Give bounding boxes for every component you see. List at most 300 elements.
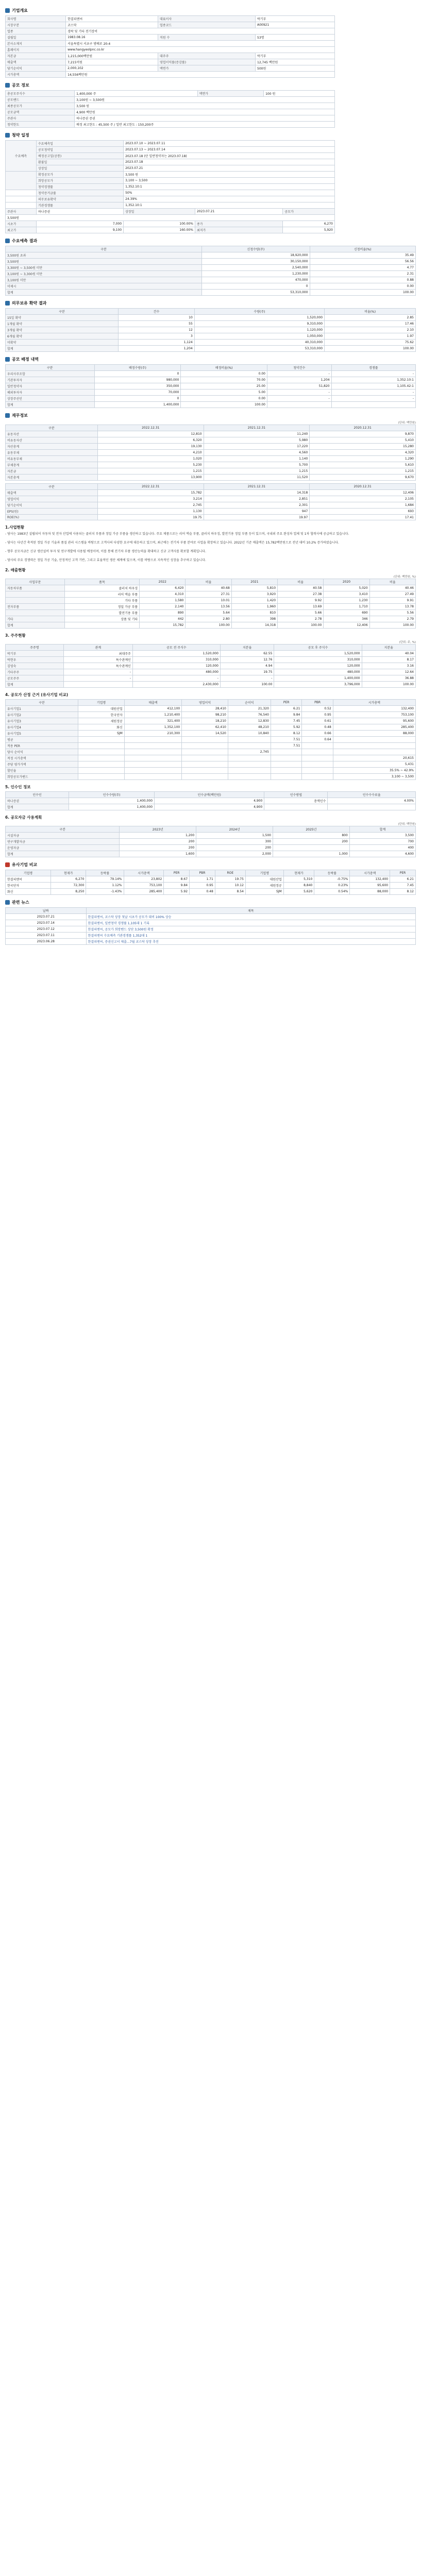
table-cell: 9.84 <box>164 883 190 889</box>
table-cell: 0.00 <box>310 283 415 290</box>
schedule-value: 50% <box>124 190 335 196</box>
field-value: 한결피앤씨 <box>66 16 158 22</box>
table-cell: 3,100원 미만 <box>6 277 202 283</box>
info-row <box>6 16 335 22</box>
table-cell: 2023.06.28 <box>6 939 87 945</box>
table-cell: 1,352,100 <box>124 724 181 731</box>
field-label: 업종 <box>6 28 66 35</box>
table-cell: 0.00 <box>181 371 267 377</box>
table-cell: 1,215 <box>310 468 416 474</box>
table-cell <box>333 743 415 749</box>
table-cell: - <box>267 389 331 396</box>
table-cell: 0.23% <box>314 883 350 889</box>
column-header: 구분 <box>6 246 202 252</box>
table-row <box>6 718 416 724</box>
table-cell: EPS(원) <box>6 509 98 515</box>
table-cell: 2,301 <box>204 502 310 509</box>
column-header: 등락률 <box>314 870 350 876</box>
table-cell: 1,000 <box>273 851 350 857</box>
table-cell: 한국단자 <box>78 712 125 718</box>
table-cell: 미확약 <box>6 340 119 346</box>
table-cell: 100.00 <box>186 622 231 629</box>
column-header: PER <box>271 700 301 706</box>
table-cell <box>124 768 181 774</box>
lockup-section-header: 의무보유 확약 결과 <box>5 300 416 306</box>
table-row <box>6 833 416 839</box>
table-cell: 8,840 <box>283 883 314 889</box>
column-header: 사업부문 <box>6 579 65 585</box>
table-cell: 2023.07.21 <box>6 914 87 920</box>
table-cell: 40,310,000 <box>194 340 324 346</box>
table-cell: 5.56 <box>369 610 415 616</box>
business-paragraph: - 당사의 주요 경쟁력은 정밀 가공 기술, 안정적인 고객 기반, 그리고 효율적인 생산 체계에 있으며, 이를 바탕으로 지속적인 성장을 추구하고 있습니다. <box>5 558 206 562</box>
table-cell: 300 <box>196 839 273 845</box>
table-cell <box>271 749 301 755</box>
table-cell: 7.45 <box>390 883 416 889</box>
field-value: 경락 및 기타 전기장비 <box>66 28 335 35</box>
result-cell: 9,100 <box>37 227 124 233</box>
table-cell: 1,105.42:1 <box>331 383 415 389</box>
field-label: 직원 수 <box>158 35 255 41</box>
spacer-cell <box>6 190 37 196</box>
lockup-table <box>5 308 416 352</box>
result-cell: 6,270 <box>283 221 335 227</box>
header-row <box>6 365 416 371</box>
table-row <box>6 657 416 663</box>
table-cell: 442 <box>140 616 186 622</box>
table-row <box>6 377 416 383</box>
table-cell: 12,406 <box>324 622 369 629</box>
table-cell <box>182 737 228 743</box>
table-row <box>6 731 416 737</box>
field-value: 3,100원 ~ 3,500원 <box>75 97 335 103</box>
field-label: 액면가 <box>158 65 255 72</box>
field-label: 영업이익률(증감률) <box>158 59 255 65</box>
table-cell: 200 <box>196 845 273 851</box>
table-cell: 해외투자자 <box>6 389 95 396</box>
table-cell <box>328 804 416 810</box>
column-header: PER <box>390 870 416 876</box>
table-cell: 2023.07.11 <box>6 933 87 939</box>
column-header: 건수 <box>119 309 195 315</box>
table-row <box>6 402 416 408</box>
field-value: 500원 <box>256 65 335 72</box>
table-cell: - <box>331 371 415 377</box>
field-label: 회사명 <box>6 16 66 22</box>
spacer-cell <box>6 202 37 209</box>
table-cell: 1,600 <box>120 851 196 857</box>
table-cell: 1,710 <box>324 604 369 610</box>
table-cell: 0.00 <box>181 396 267 402</box>
table-row <box>6 876 416 883</box>
table-cell: 3.16 <box>362 663 416 669</box>
table-cell: 총액인수 <box>264 798 328 804</box>
table-row <box>6 252 416 259</box>
info-icon <box>5 8 10 13</box>
schedule-sub-row <box>6 190 335 196</box>
table-cell: 2.79 <box>369 616 415 622</box>
table-cell: 8.12 <box>271 731 301 737</box>
table-cell: 12 <box>119 327 195 333</box>
field-value: 4,900 백만원 <box>75 109 335 115</box>
table-cell: - <box>63 669 132 675</box>
field-value: 12,745 백만원 <box>256 59 335 65</box>
table-cell: 100.00 <box>369 622 415 629</box>
table-cell: 정밀 가공 부품 <box>64 604 139 610</box>
column-header: 영업이익 <box>182 700 228 706</box>
table-cell: 희망공모가밴드 <box>6 774 78 780</box>
table-cell: 합계 <box>6 851 120 857</box>
listing-label: 주관사 <box>6 209 37 215</box>
table-cell: 합계 <box>6 402 95 408</box>
table-cell: 8,250 <box>50 889 86 895</box>
table-cell: 285,400 <box>124 889 164 895</box>
info-row <box>6 28 335 35</box>
fund-use-heading: 6. 공모자금 사용계획 <box>5 815 42 820</box>
table-row <box>6 706 416 712</box>
table-cell: 6.21 <box>271 706 301 712</box>
field-value: 14,556백만원 <box>66 72 335 78</box>
table-cell <box>333 737 415 743</box>
table-cell: 1,210,400 <box>124 712 181 718</box>
table-cell: 1,520,000 <box>194 315 324 321</box>
table-cell: 1,204 <box>267 377 331 383</box>
table-cell: 1개월 확약 <box>6 321 119 327</box>
business-paragraph: - 향후 공모자금은 신규 생산설비 투자 및 연구개발에 사용될 예정이며, 이를 통해 전기차 부품 생산능력을 확대하고 신규 고객사를 확보할 계획입니다. <box>5 550 206 553</box>
schedule-label: 희망공모가 <box>37 178 124 184</box>
table-cell: 8.54 <box>215 889 245 895</box>
table-row <box>6 889 416 895</box>
table-cell: 11,240 <box>204 431 310 437</box>
schedule-value: 2023.07.13 ~ 2023.07.14 <box>124 147 335 153</box>
column-header: 품목 <box>64 579 139 585</box>
table-cell: 346 <box>324 616 369 622</box>
schedule-value: 3,500 원 <box>124 172 335 178</box>
field-value: 7,215억원 <box>66 59 158 65</box>
listing-label: 상장일 <box>124 209 195 215</box>
listing-row <box>6 215 335 221</box>
column-header: 2020 <box>324 579 369 585</box>
field-value: 1,215,000백만원 <box>66 53 158 59</box>
column-header: 배정수량(주) <box>94 365 181 371</box>
table-cell: 5,980 <box>204 437 310 444</box>
allocation-table <box>5 364 416 408</box>
column-header: 시가총액 <box>350 870 390 876</box>
news-link[interactable]: 한결피앤씨 수요예측 기관경쟁률 1,352대 1 <box>86 933 415 939</box>
table-cell: ROE(%) <box>6 515 98 520</box>
column-header: 기업명 <box>245 870 283 876</box>
table-cell: 98,210 <box>182 712 228 718</box>
table-cell: 35.49 <box>310 252 415 259</box>
table-cell: 박기부 <box>6 651 64 657</box>
listing-label: 공모가 <box>283 209 335 215</box>
table-cell: - <box>331 396 415 402</box>
table-cell: 특수관계인 <box>63 657 132 663</box>
table-cell <box>6 591 65 598</box>
header-row <box>6 246 416 252</box>
table-cell: 27.31 <box>186 591 231 598</box>
company-table <box>5 15 335 78</box>
field-value: 3,500 원 <box>75 103 335 109</box>
table-cell: 5,431 <box>333 761 415 768</box>
column-header: 2023년 <box>120 826 196 833</box>
column-header: 날짜 <box>6 908 87 914</box>
column-header: 현재가 <box>50 870 86 876</box>
table-cell: 4,210 <box>97 450 204 456</box>
info-row <box>6 41 335 47</box>
column-header: 인수금액(백만원) <box>155 792 264 798</box>
table-cell: 51,820 <box>267 383 331 389</box>
table-cell <box>302 761 333 768</box>
column-header: 비율 <box>186 579 231 585</box>
result-cell: 종가 <box>195 221 282 227</box>
column-header: ROE <box>215 870 245 876</box>
table-cell: 3,100원 ~ 3,300원 미만 <box>6 271 202 277</box>
column-header: 등락률 <box>86 870 124 876</box>
table-cell: 200 <box>120 839 196 845</box>
table-cell: 화신 <box>78 724 125 731</box>
business-paragraph: - 당사는 다년간 축적된 정밀 가공 기술과 품질 관리 시스템을 바탕으로 고객사의 다양한 요구에 대응하고 있으며, 최근에는 전기차 부품 분야로 사업을 확장하고 있습니다. 2022년 기준 매출액은 15,782백만원으로 전년 대비 10.2% 증가하였습니다. <box>5 541 339 545</box>
news-link[interactable]: 한결피앤씨, 일반청약 경쟁률 1,105대 1 기록 <box>86 920 415 926</box>
field-value: 53명 <box>256 35 335 41</box>
table-cell: 세원정공 <box>78 718 125 724</box>
table-cell: 100.00 <box>181 402 267 408</box>
schedule-row <box>6 172 335 178</box>
info-row <box>6 47 335 53</box>
schedule-group <box>6 172 37 190</box>
table-cell: 56.56 <box>310 259 415 265</box>
column-header: 2021.12.31 <box>204 484 310 490</box>
table-cell: 9.92 <box>278 598 324 604</box>
table-row <box>6 724 416 731</box>
company-section-header: 기업개요 <box>5 8 416 13</box>
field-label: 당기순이익 <box>6 65 66 72</box>
table-cell: 기타 <box>6 616 65 622</box>
field-value: A00921 <box>256 22 335 28</box>
table-cell: 9,870 <box>310 431 416 437</box>
demand-table <box>5 246 416 296</box>
table-row <box>6 346 416 352</box>
table-cell: 53,310,000 <box>202 290 310 296</box>
table-row <box>6 450 416 456</box>
table-cell: 79.14% <box>86 876 124 883</box>
table-cell: 0.61 <box>302 718 333 724</box>
table-cell: 5.92 <box>271 724 301 731</box>
column-header: 비율(%) <box>325 309 416 315</box>
table-cell: 27.49 <box>369 591 415 598</box>
schedule-group: 수요예측 <box>6 141 37 172</box>
table-cell: 우리사주조합 <box>6 371 95 377</box>
table-cell: 8.67 <box>164 876 190 883</box>
table-cell: 23,802 <box>124 876 164 883</box>
table-row <box>6 845 416 851</box>
table-cell: 유사기업1 <box>6 706 78 712</box>
table-cell: 21,320 <box>228 706 271 712</box>
table-cell <box>182 761 228 768</box>
table-row <box>6 490 416 496</box>
field-label: 업종코드 <box>158 22 255 28</box>
column-header: 기업명 <box>78 700 125 706</box>
table-cell: 운영자금 <box>6 845 120 851</box>
table-cell: 3,500원 초과 <box>6 252 202 259</box>
schedule-value: 2023.07.18 <box>124 159 335 165</box>
info-row <box>6 35 335 41</box>
table-cell: 810 <box>231 610 277 616</box>
shareholder-caption: (단위: 주, %) <box>399 641 416 644</box>
result-cell: 최저가 <box>195 227 282 233</box>
table-row <box>6 926 416 933</box>
info-row <box>6 53 335 59</box>
column-header: 공모 전 주식수 <box>132 645 220 651</box>
schedule-label: 청약증거금률 <box>37 190 124 196</box>
listing-row <box>6 209 335 215</box>
table-cell: 10.01 <box>186 598 231 604</box>
field-label: 본사소재지 <box>6 41 66 47</box>
field-label: 시장구분 <box>6 22 66 28</box>
table-cell: 14,318 <box>204 490 310 496</box>
table-cell: 480,000 <box>274 669 362 675</box>
table-row <box>6 290 416 296</box>
schedule-table <box>5 140 335 233</box>
column-header: 2021.12.31 <box>204 425 310 431</box>
table-cell: 클러치 하우징 <box>64 585 139 591</box>
table-cell: 상품 및 기타 <box>64 616 139 622</box>
table-cell: 40.04 <box>362 651 416 657</box>
table-row <box>6 914 416 920</box>
table-row <box>6 675 416 682</box>
table-cell <box>124 761 181 768</box>
table-row <box>6 474 416 481</box>
result-cell: 7,000 <box>37 221 124 227</box>
table-cell: 9.91 <box>369 598 415 604</box>
table-row <box>6 761 416 768</box>
table-row <box>6 468 416 474</box>
schedule-label: 의무보유확약 <box>37 196 124 202</box>
column-header: 2022.12.31 <box>97 425 204 431</box>
table-cell: 12,830 <box>228 718 271 724</box>
table-row <box>6 371 416 377</box>
table-cell: 자산총계 <box>6 444 98 450</box>
table-row <box>6 327 416 333</box>
table-cell: 5,620 <box>283 889 314 895</box>
table-cell: 18,210 <box>182 718 228 724</box>
schedule-label: 공모청약일 <box>37 147 124 153</box>
column-header: 2022.12.31 <box>97 484 204 490</box>
table-row <box>6 431 416 437</box>
schedule-row <box>6 165 335 172</box>
table-cell: 일반청약자 <box>6 383 95 389</box>
table-cell: 1,124 <box>119 340 195 346</box>
table-cell: 부채총계 <box>6 462 98 468</box>
table-cell: 1,500 <box>196 833 273 839</box>
table-row <box>6 502 416 509</box>
schedule-section-header: 청약 일정 <box>5 132 416 138</box>
table-cell <box>124 737 181 743</box>
table-cell: 75.62 <box>325 340 416 346</box>
listing-value: 3,500원 <box>6 215 335 221</box>
field-label: 자본금 <box>6 53 66 59</box>
header-row <box>6 579 416 585</box>
lock-icon <box>5 301 10 306</box>
table-cell: 4.94 <box>220 663 274 669</box>
table-cell: 1,400,000 <box>94 402 181 408</box>
table-cell: 0.66 <box>302 731 333 737</box>
table-row <box>6 259 416 265</box>
table-row <box>6 933 416 939</box>
field-value: www.hangyeolpnc.co.kr <box>66 47 335 53</box>
allocation-section-header: 공모 배정 내역 <box>5 357 416 362</box>
table-cell: 132,400 <box>333 706 415 712</box>
table-cell: 합계 <box>6 622 65 629</box>
table-cell: 0.52 <box>302 706 333 712</box>
table-cell: 0 <box>94 371 181 377</box>
table-cell: 412,100 <box>124 706 181 712</box>
table-cell: 100.00 <box>220 682 274 688</box>
table-cell: 적용 PER <box>6 743 78 749</box>
table-row <box>6 585 416 591</box>
table-cell: 310,000 <box>132 657 220 663</box>
table-row <box>6 622 416 629</box>
table-cell: 2,105 <box>310 496 416 502</box>
table-cell: 4,310 <box>140 591 186 598</box>
table-cell: 19.97 <box>204 515 310 520</box>
news-icon <box>5 900 10 905</box>
table-cell: 947 <box>204 509 310 515</box>
result-cell: 시초가 <box>6 221 37 227</box>
table-cell: 상장주선인 <box>6 396 95 402</box>
table-row <box>6 616 416 622</box>
table-cell <box>78 768 125 774</box>
news-link[interactable]: 한결피앤씨, 증권신고서 제출…7월 코스닥 상장 추진 <box>86 939 415 945</box>
table-cell: 8.12 <box>390 889 416 895</box>
table-cell: 0 <box>202 283 310 290</box>
table-cell: 800 <box>273 833 350 839</box>
table-cell: 1,352.10:1 <box>331 377 415 383</box>
field-value: 1983.08.16 <box>66 35 158 41</box>
table-cell <box>124 755 181 761</box>
field-label: 최종공모가 <box>6 103 75 109</box>
financial-unit: (단위: 백만원) <box>398 421 416 425</box>
table-cell: 유동부채 <box>6 450 98 456</box>
table-cell <box>78 749 125 755</box>
table-row <box>6 389 416 396</box>
balance-table <box>5 425 416 481</box>
field-label: 청약한도 <box>6 122 75 128</box>
table-cell: 시설자금 <box>6 833 120 839</box>
table-cell: 2023.07.14 <box>6 920 87 926</box>
table-cell: 공모주주 <box>6 675 64 682</box>
table-cell: 70,000 <box>94 389 181 396</box>
schedule-value: 3,100 ~ 3,500 <box>124 178 335 184</box>
column-header: 구분 <box>6 826 120 833</box>
table-cell: 35.5% ~ 42.9% <box>333 768 415 774</box>
table-cell: 2,745 <box>97 502 204 509</box>
table-cell: 13.56 <box>186 604 231 610</box>
column-header: 현재가 <box>283 870 314 876</box>
column-header: 2025년 <box>273 826 350 833</box>
table-cell: 6,420 <box>140 585 186 591</box>
table-row <box>6 839 416 845</box>
schedule-label: 환불일 <box>37 159 124 165</box>
news-link[interactable]: 한결피앤씨, 공모가 희망밴드 상단 3,500원 확정 <box>86 926 415 933</box>
table-cell: 9.84 <box>271 712 301 718</box>
table-cell: 유사기업4 <box>6 724 78 731</box>
header-row <box>6 645 416 651</box>
column-header: PER <box>164 870 190 876</box>
news-section-header: 관련 뉴스 <box>5 900 416 905</box>
news-link[interactable]: 한결피앤씨, 코스닥 상장 첫날 시초가 공모가 대비 100% 상승 <box>86 914 415 920</box>
table-row <box>6 774 416 780</box>
